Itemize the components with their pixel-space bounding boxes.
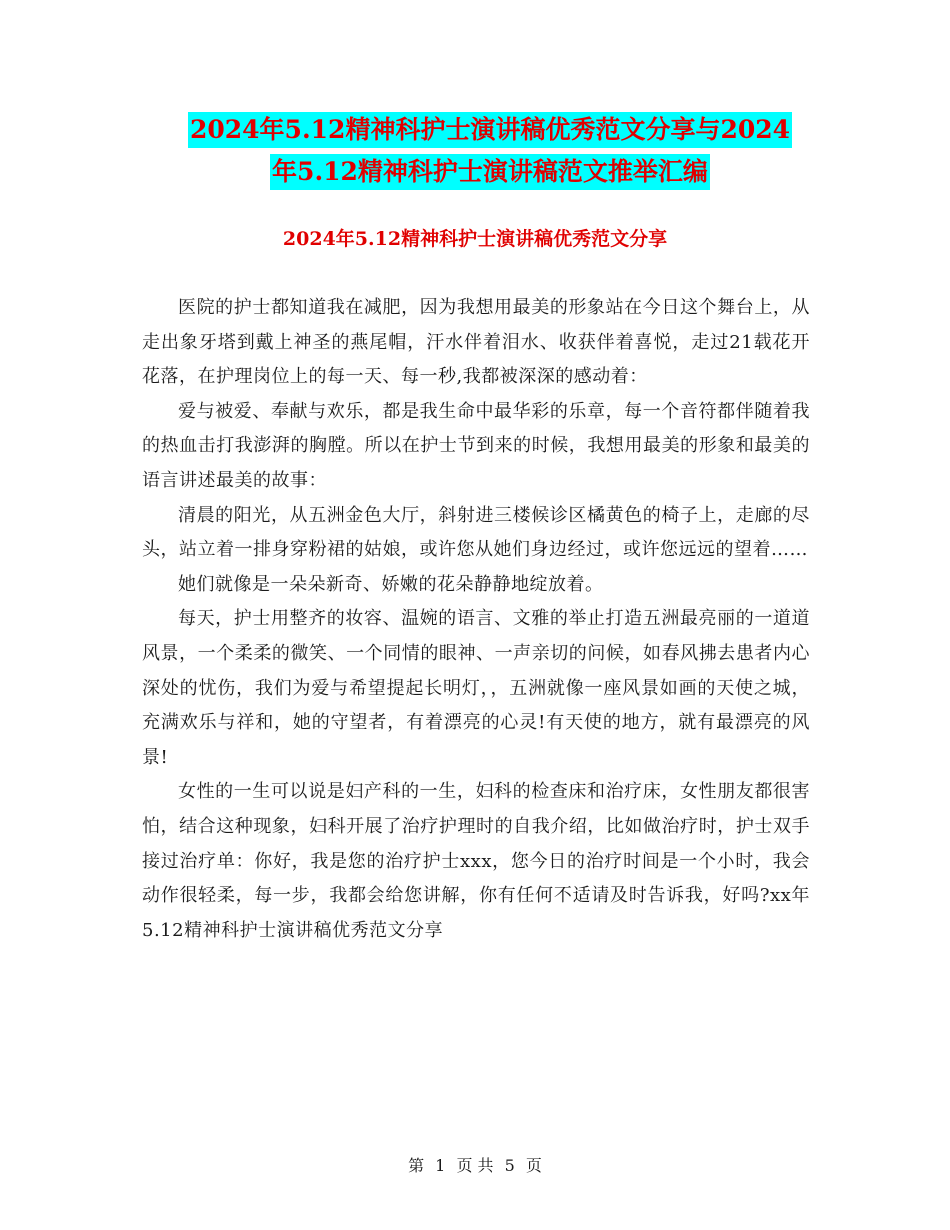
paragraph: 医院的护士都知道我在减肥，因为我想用最美的形象站在今日这个舞台上，从走出象牙塔到戴上神圣的燕尾帽，汗水伴着泪水、收获伴着喜悦，走过21载花开花落，在护理岗位上的每一天、每一秒,我都被深深的感动着： <box>142 297 810 388</box>
page-label-prefix: 第 <box>408 1156 425 1175</box>
page-label-mid: 页 共 <box>456 1156 494 1175</box>
page-number-current: 1 <box>435 1156 446 1175</box>
document-title-line-2: 年5.12精神科护士演讲稿范文推举汇编 <box>270 154 710 190</box>
paragraph: 每天，护士用整齐的妆容、温婉的语言、文雅的举止打造五洲最亮丽的一道道风景，一个柔柔的微笑、一个同情的眼神、一声亲切的问候，如春风拂去患者内心深处的忧伤，我们为爱与希望提起长明灯，，五洲就像一座风景如画的天使之城，充满欢乐与祥和，她的守望者，有着漂亮的心灵!有天使的地方，就有最漂亮的风景! <box>142 608 810 768</box>
page-footer <box>0 1155 950 1177</box>
page-label-suffix: 页 <box>525 1156 542 1175</box>
body-text <box>142 291 810 948</box>
section-heading: 2024年5.12精神科护士演讲稿优秀范文分享 <box>282 228 668 250</box>
paragraph: 清晨的阳光，从五洲金色大厅，斜射进三楼候诊区橘黄色的椅子上，走廊的尽头，站立着一排身穿粉裙的姑娘，或许您从她们身边经过，或许您远远的望着…… <box>142 504 810 561</box>
document-title-line-1: 2024年5.12精神科护士演讲稿优秀范文分享与2024 <box>188 112 792 148</box>
document-title <box>120 112 860 190</box>
paragraph: 爱与被爱、奉献与欢乐，都是我生命中最华彩的乐章，每一个音符都伴随着我的热血击打我澎湃的胸膛。所以在护士节到来的时候，我想用最美的形象和最美的语言讲述最美的故事： <box>142 400 810 491</box>
paragraph: 她们就像是一朵朵新奇、娇嫩的花朵静静地绽放着。 <box>178 573 604 595</box>
page-number-total: 5 <box>504 1156 515 1175</box>
paragraph: 女性的一生可以说是妇产科的一生，妇科的检查床和治疗床，女性朋友都很害怕，结合这种现象，妇科开展了治疗护理时的自我介绍，比如做治疗时，护士双手接过治疗单：你好，我是您的治疗护士xxx，您今日的治疗时间是一个小时，我会动作很轻柔，每一步，我都会给您讲解，你有任何不适请及时告诉我，好吗?xx年5.12精神科护士演讲稿优秀范文分享 <box>142 781 810 941</box>
